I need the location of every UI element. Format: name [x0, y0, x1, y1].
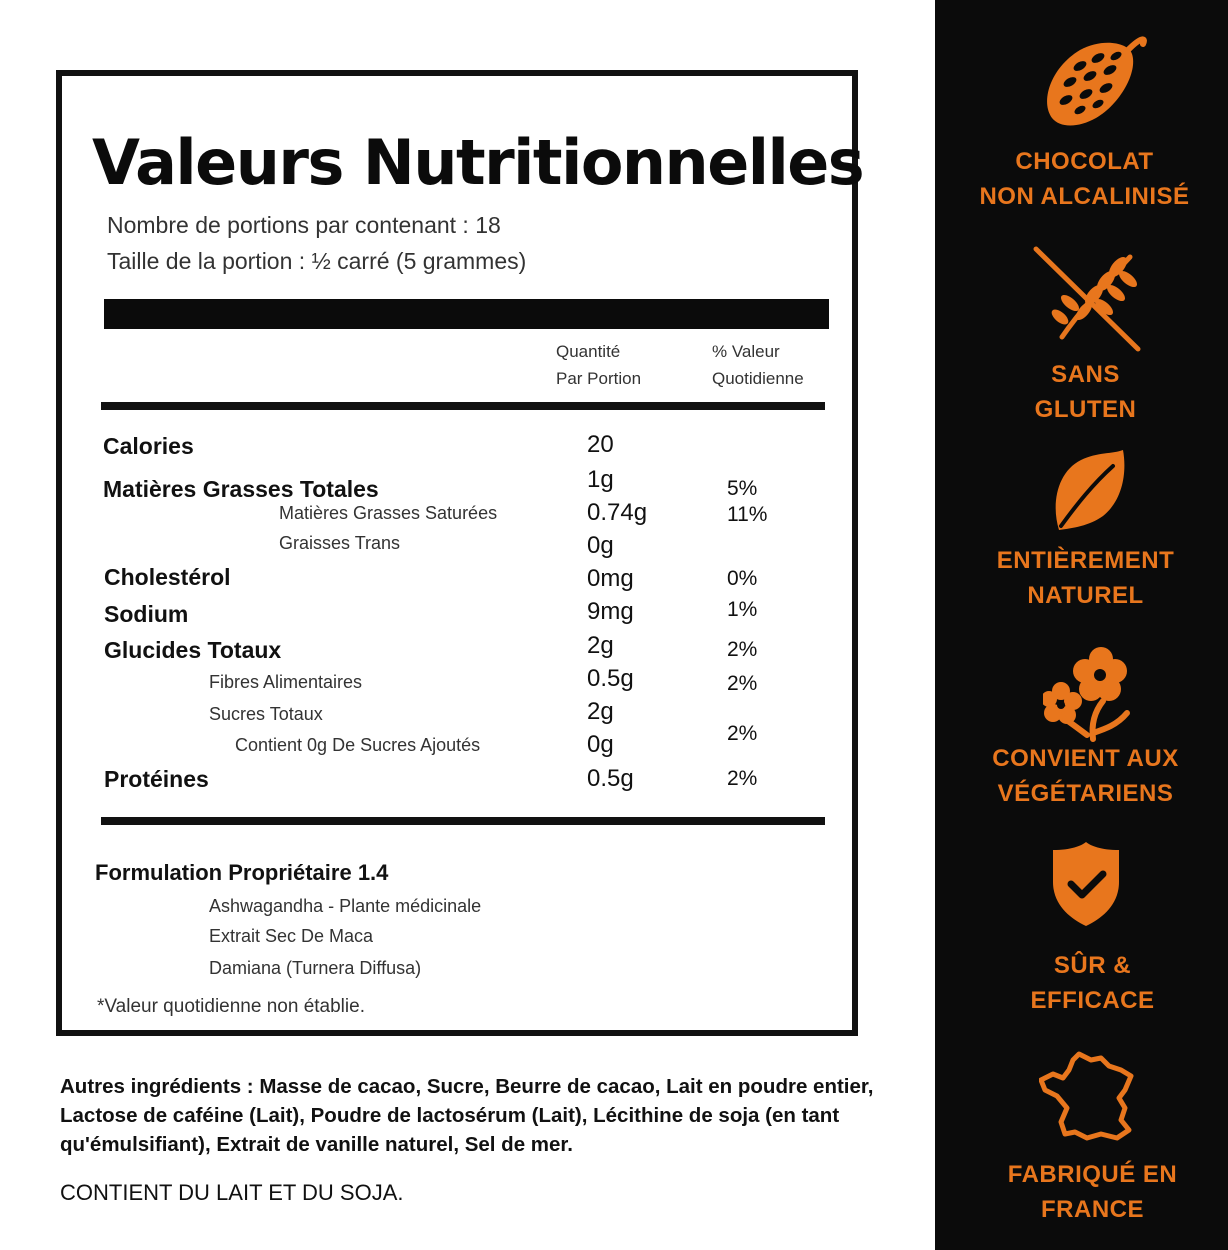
nutrient-qty-total-carbs: 2g [587, 632, 614, 659]
nutrient-label-fiber: Fibres Alimentaires [209, 672, 363, 692]
badge-line: GLUTEN [1034, 396, 1137, 423]
badge-line: CHOCOLAT [1015, 148, 1154, 175]
feature-sidebar [935, 0, 1228, 1250]
badge-label-france [946, 1157, 1228, 1227]
nutrient-label-total-carbs: Glucides Totaux [104, 637, 282, 663]
nutrient-label-cholesterol: Cholestérol [104, 564, 231, 590]
badge-line: SÛR & [1053, 952, 1132, 979]
nutrient-pct-added-sugars: 2% [727, 722, 758, 745]
badge-line: FABRIQUÉ EN [1007, 1161, 1178, 1188]
nutrient-label-protein: Protéines [104, 766, 209, 792]
badge-line: ENTIÈREMENT [996, 547, 1175, 574]
nutrient-pct-protein: 2% [727, 767, 758, 790]
column-header-daily-value [712, 338, 804, 392]
shield-check-icon [1047, 842, 1125, 933]
nutrient-qty-cholesterol: 0mg [587, 565, 634, 592]
nutrient-label-added-sugars: Contient 0g De Sucres Ajoutés [235, 735, 481, 755]
servings-per-container: Nombre de portions par contenant : 18 [107, 212, 501, 238]
badge-line: CONVIENT AUX [992, 745, 1179, 772]
nutrient-pct-total-carbs: 2% [727, 638, 758, 661]
badge-line: NON ALCALINISÉ [979, 183, 1190, 210]
nutrient-label-total-fat: Matières Grasses Totales [103, 476, 379, 502]
nutrient-qty-total-fat: 1g [587, 466, 614, 493]
nutrient-label-trans-fat: Graisses Trans [279, 533, 401, 553]
cocoa-pod-icon [1040, 32, 1150, 135]
nutrient-qty-total-sugars: 2g [587, 698, 614, 725]
proprietary-item: Damiana (Turnera Diffusa) [209, 958, 422, 978]
nutrients-bottom-divider [101, 817, 825, 825]
nutrient-pct-sodium: 1% [727, 598, 758, 621]
no-gluten-wheat-icon [1032, 245, 1142, 358]
nutrient-qty-added-sugars: 0g [587, 731, 614, 758]
nutrient-pct-saturated-fat: 11% [727, 503, 768, 526]
nutrient-qty-sodium: 9mg [587, 598, 634, 625]
nutrient-pct-fiber: 2% [727, 672, 758, 695]
nutrient-label-sodium: Sodium [104, 601, 189, 627]
dv-header-line2: Quotidienne [712, 369, 804, 388]
proprietary-item: Extrait Sec De Maca [209, 926, 374, 946]
header-divider [101, 402, 825, 410]
nutrient-pct-total-fat: 5% [727, 477, 758, 500]
badge-label-natural [939, 543, 1228, 613]
nutrient-label-saturated-fat: Matières Grasses Saturées [279, 503, 498, 523]
proprietary-blend-title: Formulation Propriétaire 1.4 [95, 860, 389, 885]
badge-line: VÉGÉTARIENS [997, 780, 1174, 807]
serving-size: Taille de la portion : ½ carré (5 grammes) [107, 248, 527, 274]
badge-line: SANS [1051, 361, 1120, 388]
footnote: *Valeur quotidienne non établie. [97, 996, 365, 1017]
nutrient-pct-cholesterol: 0% [727, 567, 758, 590]
leaf-icon [1051, 450, 1127, 537]
france-map-icon [1039, 1050, 1135, 1147]
quantity-header-line2: Par Portion [556, 369, 642, 388]
badge-label-vegetarian [939, 741, 1228, 811]
nutrient-qty-fiber: 0.5g [587, 665, 634, 692]
panel-title: Valeurs Nutritionnelles [92, 126, 864, 199]
other-ingredients: Autres ingrédients : Masse de cacao, Sucre, Beurre de cacao, Lait en poudre entier, Lactose de caféine (Lait), Poudre de lactosérum (Lait), Lécithine de soja (en tant qu'émulsifiant), Extrait de vanille naturel, Sel de mer. [60, 1075, 874, 1156]
nutrient-qty-calories: 20 [587, 431, 614, 458]
quantity-header-line1: Quantité [556, 342, 621, 361]
column-header-quantity [556, 338, 641, 392]
nutrient-label-calories: Calories [103, 433, 194, 459]
badge-label-safe [946, 948, 1228, 1018]
badge-line: EFFICACE [1030, 987, 1155, 1014]
nutrient-label-total-sugars: Sucres Totaux [209, 704, 323, 724]
flower-icon [1043, 643, 1135, 748]
thick-divider [104, 299, 829, 329]
proprietary-item: Ashwagandha - Plante médicinale [209, 896, 482, 916]
nutrient-qty-saturated-fat: 0.74g [587, 499, 648, 526]
dv-header-line1: % Valeur [712, 342, 780, 361]
badge-label-chocolate [938, 144, 1228, 214]
badge-line: FRANCE [1041, 1196, 1144, 1223]
badge-line: NATUREL [1027, 582, 1144, 609]
nutrient-qty-protein: 0.5g [587, 765, 634, 792]
badge-label-gluten [939, 357, 1228, 427]
allergen-statement: CONTIENT DU LAIT ET DU SOJA. [60, 1180, 404, 1205]
nutrient-qty-trans-fat: 0g [587, 532, 614, 559]
